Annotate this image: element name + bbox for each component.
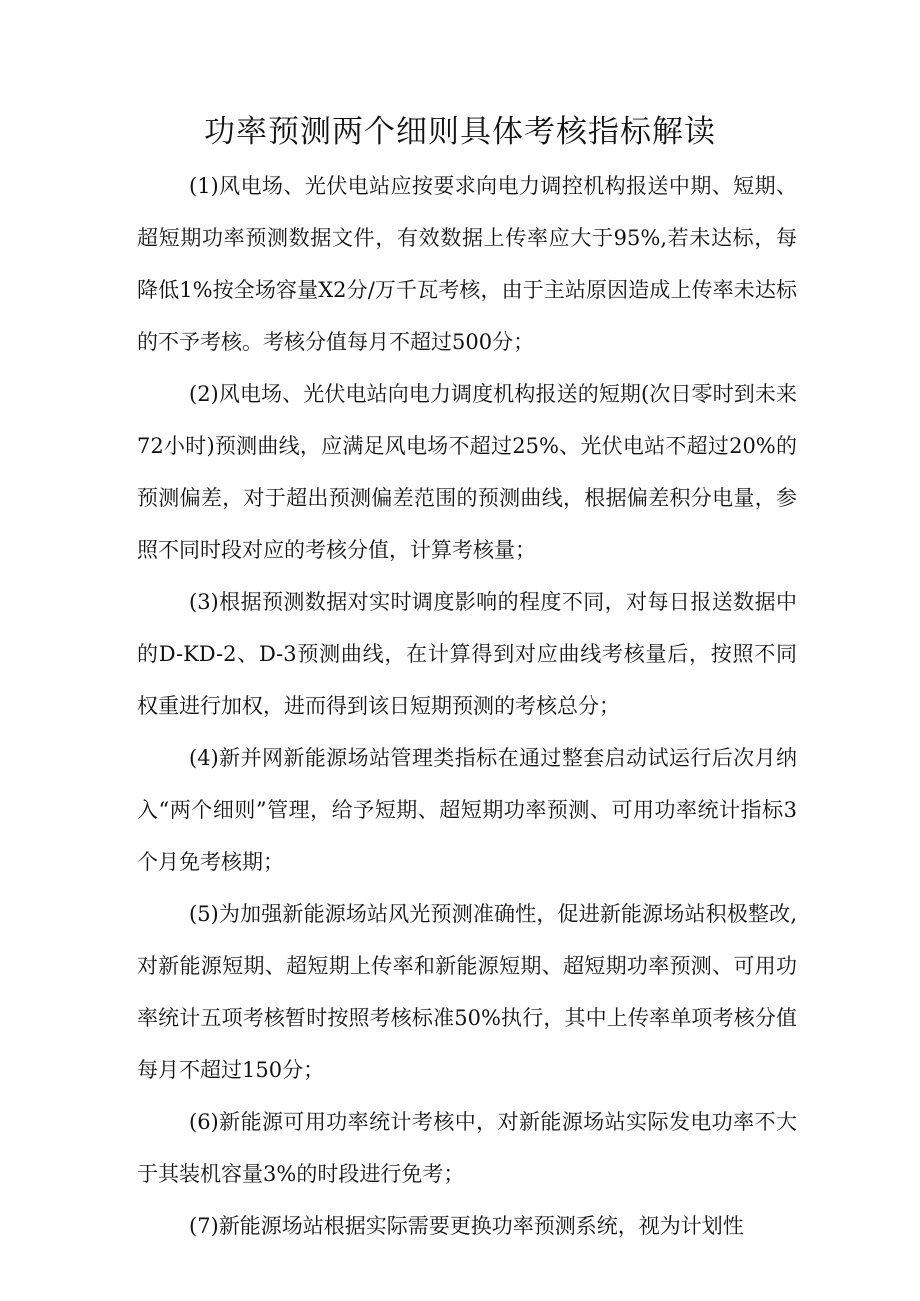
- paragraph-3: (3)根据预测数据对实时调度影响的程度不同，对每日报送数据中的D-KD-2、D-3预测曲线，在计算得到对应曲线考核量后，按照不同权重进行加权，进而得到该日短期预测的考核总分；: [137, 590, 797, 718]
- document-title: 功率预测两个细则具体考核指标解读: [204, 114, 716, 150]
- paragraph-5: (5)为加强新能源场站风光预测准确性，促进新能源场站积极整改,对新能源短期、超短期上传率和新能源短期、超短期功率预测、可用功率统计五项考核暂时按照考核标准50%执行，其中上传率单项考核分值每月不超过150分；: [137, 902, 797, 1082]
- paragraph-1: (1)风电场、光伏电站应按要求向电力调控机构报送中期、短期、超短期功率预测数据文件，有效数据上传率应大于95%,若未达标，每降低1%按全场容量X2分/万千瓦考核，由于主站原因造成上传率未达标的不予考核。考核分值每月不超过500分；: [137, 174, 797, 354]
- paragraph-4: (4)新并网新能源场站管理类指标在通过整套启动试运行后次月纳入“两个细则”管理，给予短期、超短期功率预测、可用功率统计指标3个月免考核期；: [137, 746, 797, 874]
- paragraph-7: (7)新能源场站根据实际需要更换功率预测系统，视为计划性: [189, 1214, 744, 1238]
- paragraph-6: (6)新能源可用功率统计考核中，对新能源场站实际发电功率不大于其装机容量3%的时段进行免考；: [137, 1110, 797, 1186]
- paragraph-2: (2)风电场、光伏电站向电力调度机构报送的短期(次日零时到未来72小时)预测曲线，应满足风电场不超过25%、光伏电站不超过20%的预测偏差，对于超出预测偏差范围的预测曲线，根据偏差积分电量，参照不同时段对应的考核分值，计算考核量；: [137, 382, 797, 562]
